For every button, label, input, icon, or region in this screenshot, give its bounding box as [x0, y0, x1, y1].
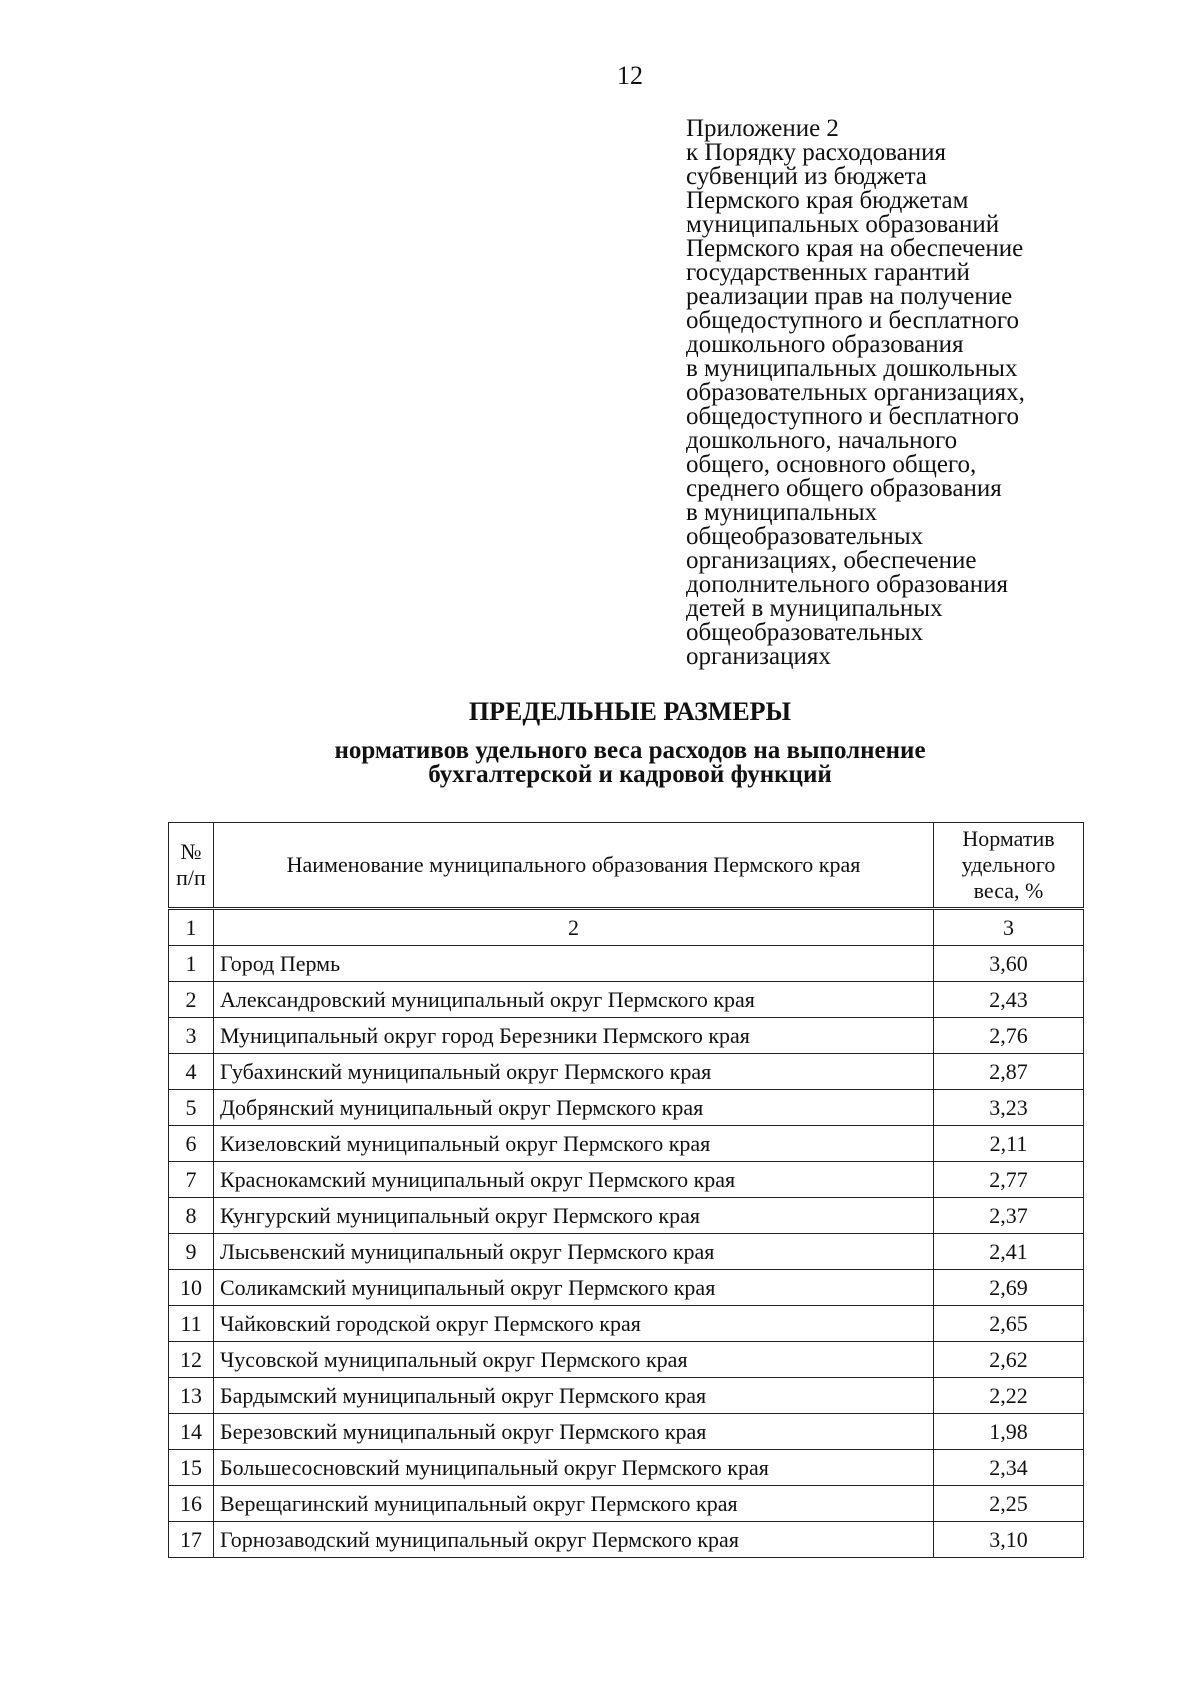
table-row: [169, 1378, 1084, 1414]
municipality-name: Соликамский муниципальный округ Пермского края: [214, 1270, 934, 1306]
appendix-line: детей в муниципальных: [686, 595, 943, 622]
table-row: [169, 1522, 1084, 1558]
row-number: 10: [169, 1270, 214, 1306]
column-numbering-row: [169, 909, 1084, 946]
appendix-line: общедоступного и бесплатного: [686, 307, 1019, 334]
appendix-line: Приложение 2: [686, 115, 839, 142]
table-header-row: [169, 823, 1084, 909]
appendix-note: [686, 117, 1106, 669]
norms-table: [168, 822, 1084, 1558]
appendix-line: реализации прав на получение: [686, 283, 1013, 310]
municipality-name: Большесосновский муниципальный округ Пермского края: [214, 1450, 934, 1486]
table-row: [169, 1054, 1084, 1090]
municipality-name: Губахинский муниципальный округ Пермского края: [214, 1054, 934, 1090]
norm-value: 2,22: [934, 1378, 1084, 1414]
appendix-line: дошкольного образования: [686, 331, 964, 358]
municipality-name: Чусовской муниципальный округ Пермского края: [214, 1342, 934, 1378]
row-number: 2: [169, 982, 214, 1018]
norm-value: 2,34: [934, 1450, 1084, 1486]
header-name: Наименование муниципального образования Пермского края: [214, 823, 934, 909]
municipality-name: Добрянский муниципальный округ Пермского края: [214, 1090, 934, 1126]
norm-value: 2,37: [934, 1198, 1084, 1234]
appendix-line: к Порядку расходования: [686, 139, 946, 166]
header-number-line: п/п: [176, 865, 206, 890]
municipality-name: Лысьвенский муниципальный округ Пермского края: [214, 1234, 934, 1270]
row-number: 5: [169, 1090, 214, 1126]
norm-value: 2,69: [934, 1270, 1084, 1306]
appendix-line: среднего общего образования: [686, 475, 1002, 502]
row-number: 4: [169, 1054, 214, 1090]
header-value: [934, 823, 1084, 909]
appendix-line: дополнительного образования: [686, 571, 1009, 598]
table-row: [169, 946, 1084, 982]
table-row: [169, 1090, 1084, 1126]
norm-value: 2,43: [934, 982, 1084, 1018]
table-row: [169, 1162, 1084, 1198]
row-number: 14: [169, 1414, 214, 1450]
table-row: [169, 1306, 1084, 1342]
appendix-line: в муниципальных дошкольных: [686, 355, 1018, 382]
row-number: 16: [169, 1486, 214, 1522]
table-row: [169, 982, 1084, 1018]
municipality-name: Город Пермь: [214, 946, 934, 982]
page-number: 12: [617, 61, 643, 90]
municipality-name: Верещагинский муниципальный округ Пермского края: [214, 1486, 934, 1522]
municipality-name: Чайковский городской округ Пермского края: [214, 1306, 934, 1342]
table-row: [169, 1450, 1084, 1486]
appendix-line: общеобразовательных: [686, 523, 924, 550]
row-number: 12: [169, 1342, 214, 1378]
appendix-line: общеобразовательных: [686, 619, 924, 646]
table-row: [169, 1342, 1084, 1378]
header-value-line: удельного: [961, 852, 1056, 877]
municipality-name: Муниципальный округ город Березники Пермского края: [214, 1018, 934, 1054]
norm-value: 2,11: [934, 1126, 1084, 1162]
norm-value: 2,41: [934, 1234, 1084, 1270]
row-number: 11: [169, 1306, 214, 1342]
municipality-name: Горнозаводский муниципальный округ Пермского края: [214, 1522, 934, 1558]
row-number: 7: [169, 1162, 214, 1198]
appendix-line: общего, основного общего,: [686, 451, 977, 478]
column-number: 1: [169, 909, 214, 946]
row-number: 8: [169, 1198, 214, 1234]
norm-value: 2,65: [934, 1306, 1084, 1342]
table-row: [169, 1270, 1084, 1306]
municipality-name: Кизеловский муниципальный округ Пермского края: [214, 1126, 934, 1162]
appendix-line: организациях: [686, 643, 831, 670]
row-number: 9: [169, 1234, 214, 1270]
column-number: 2: [214, 909, 934, 946]
norm-value: 3,10: [934, 1522, 1084, 1558]
row-number: 15: [169, 1450, 214, 1486]
norm-value: 3,60: [934, 946, 1084, 982]
norm-value: 2,62: [934, 1342, 1084, 1378]
document-title: ПРЕДЕЛЬНЫЕ РАЗМЕРЫ: [468, 697, 792, 726]
table-row: [169, 1018, 1084, 1054]
norm-value: 2,77: [934, 1162, 1084, 1198]
header-value-line: Норматив: [962, 826, 1055, 851]
table-row: [169, 1234, 1084, 1270]
table-row: [169, 1414, 1084, 1450]
norm-value: 2,25: [934, 1486, 1084, 1522]
table-row: [169, 1126, 1084, 1162]
subtitle-line: нормативов удельного веса расходов на выполнение: [334, 737, 926, 764]
norm-value: 1,98: [934, 1414, 1084, 1450]
municipality-name: Березовский муниципальный округ Пермского края: [214, 1414, 934, 1450]
norm-value: 3,23: [934, 1090, 1084, 1126]
table-row: [169, 1198, 1084, 1234]
header-number-line: №: [180, 839, 202, 864]
norm-value: 2,76: [934, 1018, 1084, 1054]
row-number: 6: [169, 1126, 214, 1162]
row-number: 3: [169, 1018, 214, 1054]
appendix-line: дошкольного, начального: [686, 427, 958, 454]
municipality-name: Бардымский муниципальный округ Пермского края: [214, 1378, 934, 1414]
row-number: 13: [169, 1378, 214, 1414]
appendix-line: образовательных организациях,: [686, 379, 1025, 406]
row-number: 17: [169, 1522, 214, 1558]
row-number: 1: [169, 946, 214, 982]
appendix-line: муниципальных образований: [686, 211, 1000, 238]
document-subtitle: [0, 739, 1200, 787]
municipality-name: Краснокамский муниципальный округ Пермского края: [214, 1162, 934, 1198]
appendix-line: организациях, обеспечение: [686, 547, 977, 574]
header-number: [169, 823, 214, 909]
subtitle-line: бухгалтерской и кадровой функций: [428, 761, 832, 788]
appendix-line: государственных гарантий: [686, 259, 970, 286]
appendix-line: общедоступного и бесплатного: [686, 403, 1019, 430]
header-value-line: веса, %: [973, 878, 1044, 903]
municipality-name: Кунгурский муниципальный округ Пермского края: [214, 1198, 934, 1234]
appendix-line: Пермского края бюджетам: [686, 187, 969, 214]
municipality-name: Александровский муниципальный округ Пермского края: [214, 982, 934, 1018]
table-row: [169, 1486, 1084, 1522]
column-number: 3: [934, 909, 1084, 946]
norm-value: 2,87: [934, 1054, 1084, 1090]
appendix-line: в муниципальных: [686, 499, 878, 526]
appendix-line: субвенций из бюджета: [686, 163, 927, 190]
appendix-line: Пермского края на обеспечение: [686, 235, 1024, 262]
